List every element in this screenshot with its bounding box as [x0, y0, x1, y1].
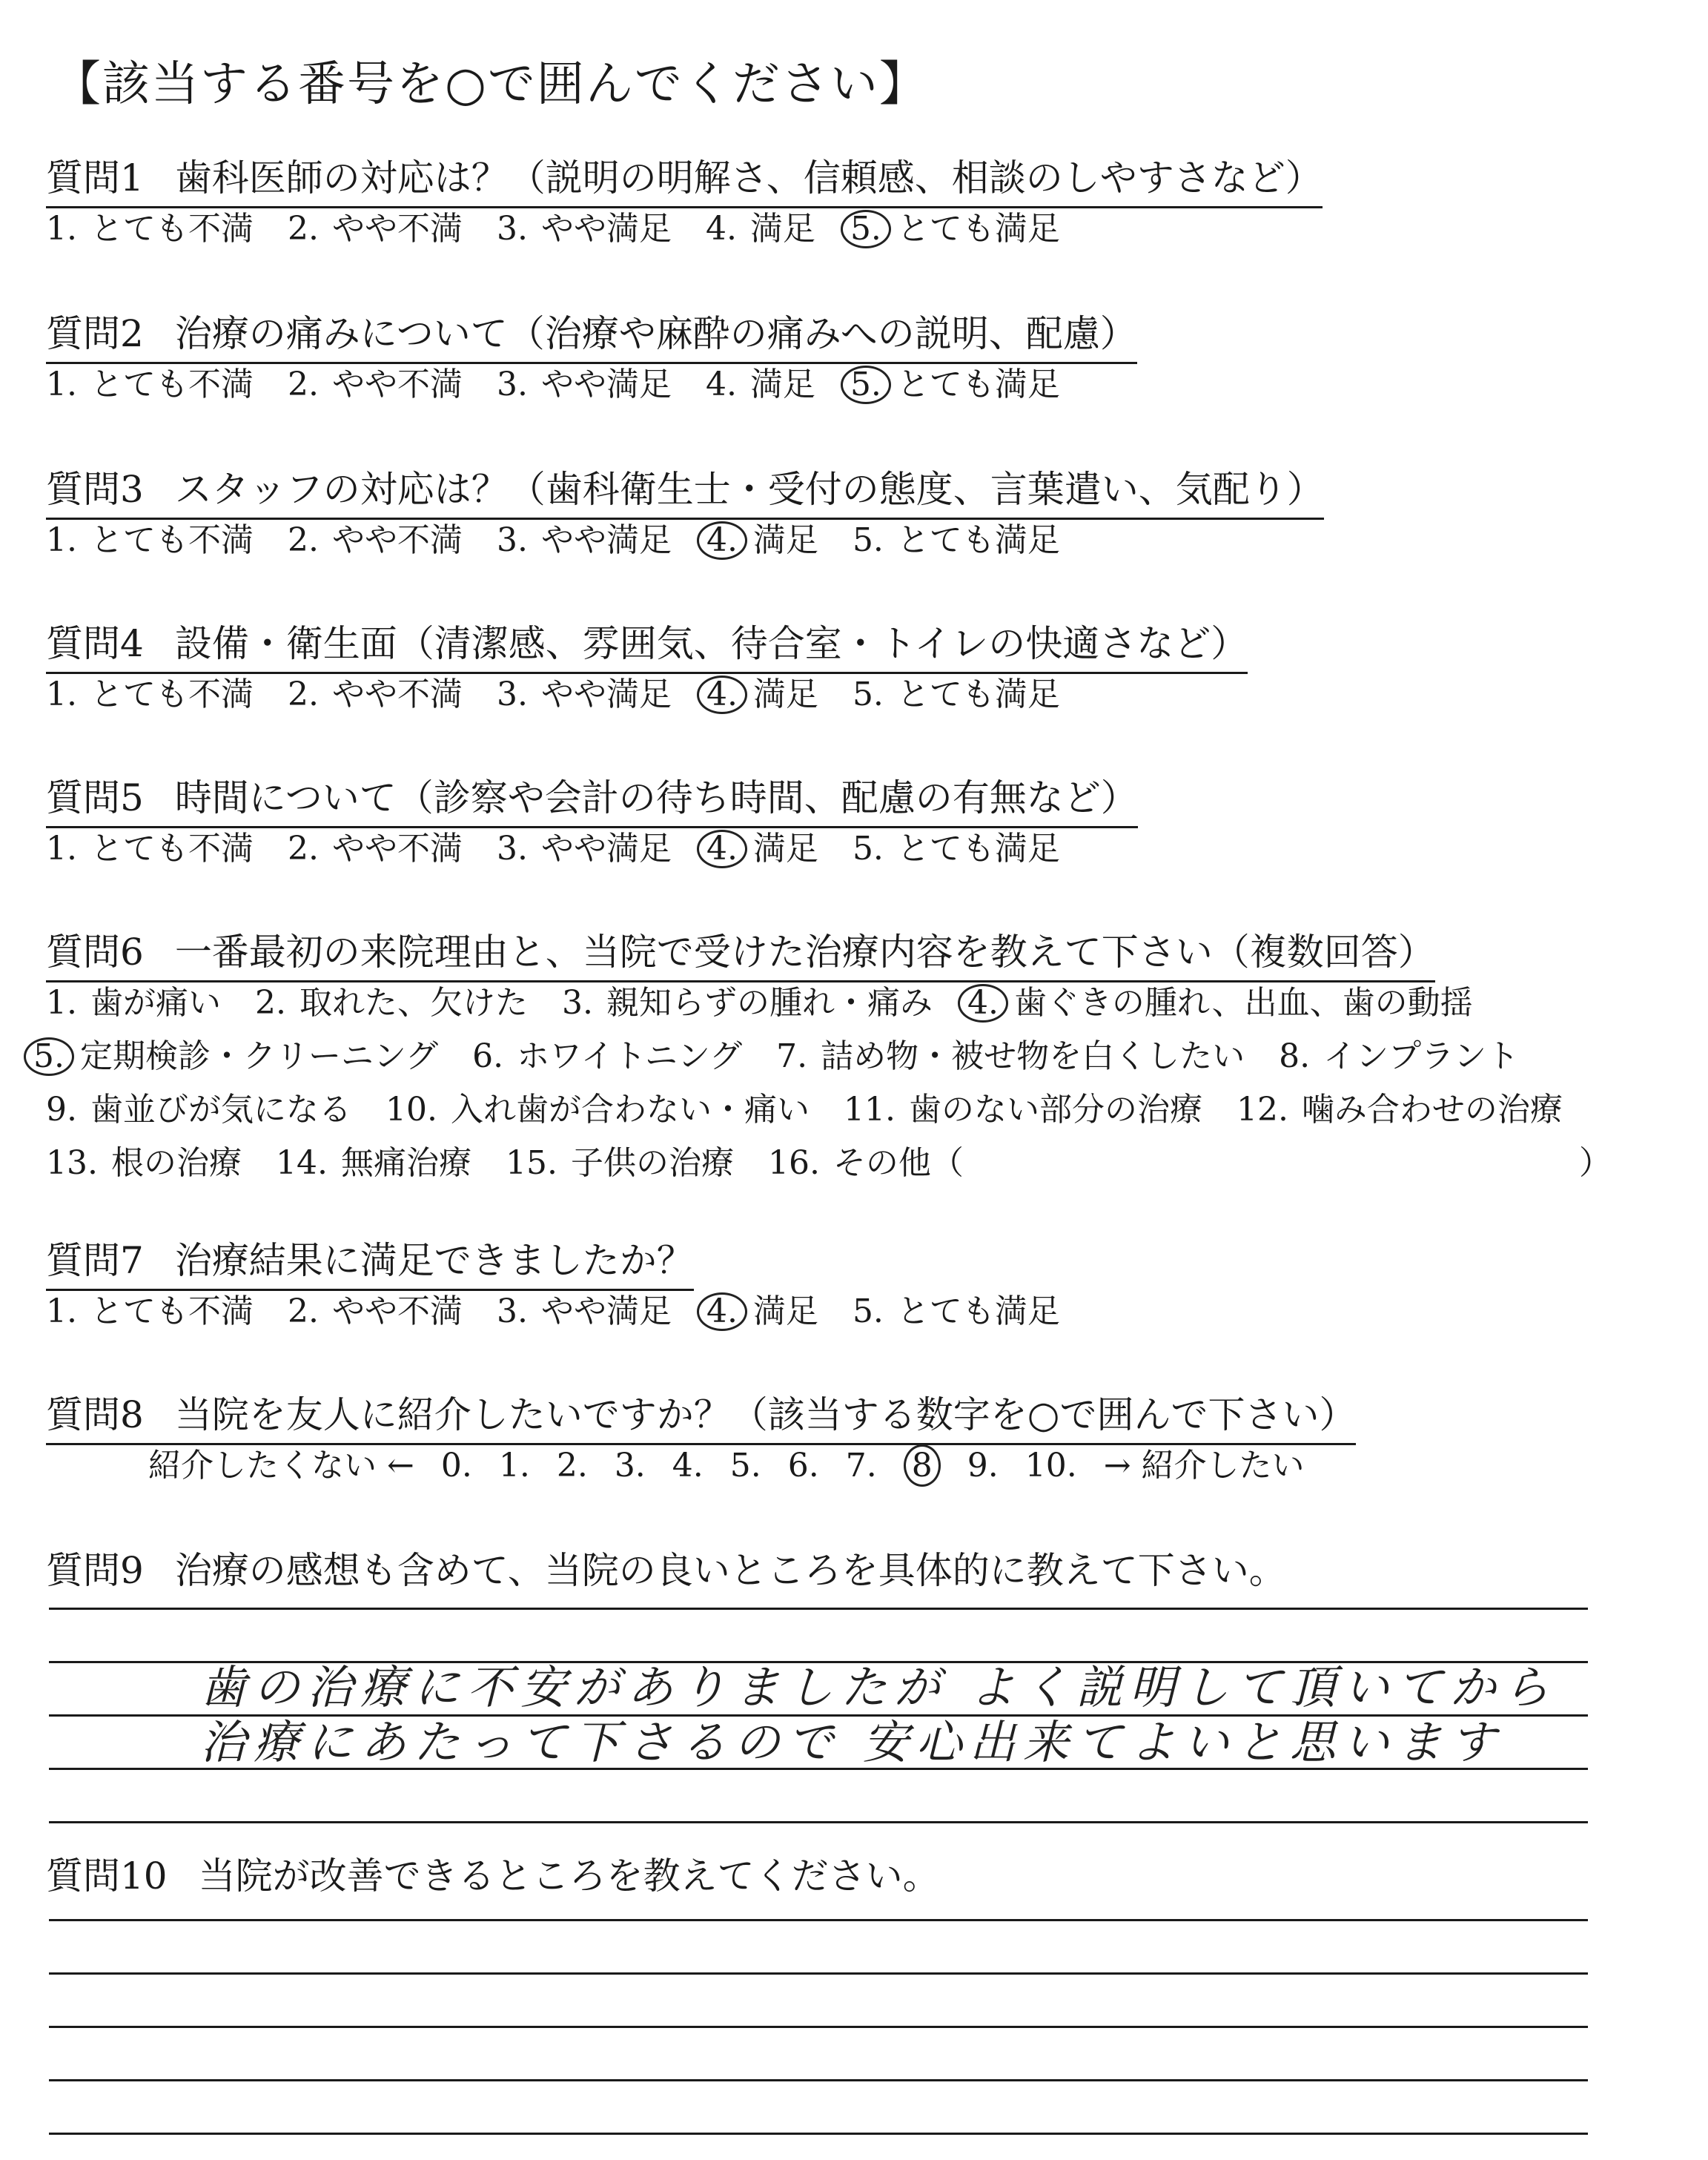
question-6-option-11[interactable] — [844, 1083, 1202, 1130]
option-3[interactable] — [497, 357, 672, 405]
question-9-handwritten-answer-line-1: 歯の治療に不安がありましたが よく説明して頂いてから — [200, 1660, 1557, 1714]
option-number: 5. — [852, 1292, 884, 1330]
option-number: 4. — [697, 676, 747, 714]
question-6-option-5[interactable] — [33, 1029, 438, 1077]
option-label: とても満足 — [896, 1292, 1060, 1330]
option-label: とても不満 — [90, 366, 254, 403]
option-label: とても不満 — [90, 1292, 254, 1330]
option-label: やや満足 — [540, 676, 672, 713]
option-label: 歯ぐきの腫れ、出血、歯の動揺 — [1013, 984, 1473, 1022]
question-6-option-12[interactable] — [1237, 1083, 1563, 1130]
option-1[interactable] — [46, 513, 254, 561]
scale-value-9[interactable]: 9. — [967, 1447, 999, 1484]
page-title: 【該当する番号を○で囲んでください】 — [53, 57, 928, 112]
question-7-options — [46, 1284, 1094, 1332]
option-number: 2. — [287, 676, 319, 713]
question-3-options — [46, 513, 1094, 561]
answer-line — [49, 2133, 1588, 2135]
question-4-label: 質問4 — [46, 622, 144, 665]
option-label: 満足 — [752, 1292, 818, 1330]
question-6-option-10[interactable] — [385, 1083, 810, 1130]
question-8-text: 当院を友人に紹介したいですか？（該当する数字を○で囲んで下さい） — [174, 1393, 1357, 1436]
option-1[interactable] — [46, 202, 254, 249]
question-3-heading — [46, 460, 1324, 520]
option-number: 2. — [287, 210, 319, 248]
answer-line — [49, 1972, 1588, 1975]
option-number: 5. — [841, 366, 891, 404]
option-label: やや満足 — [540, 1292, 672, 1330]
option-number: 1. — [46, 210, 77, 248]
option-number: 3. — [561, 984, 593, 1022]
option-label: やや満足 — [540, 210, 672, 248]
option-label: やや不満 — [331, 210, 463, 248]
option-number: 6. — [472, 1037, 504, 1075]
question-10-label: 質問10 — [46, 1855, 168, 1898]
option-number: 9. — [46, 1091, 77, 1129]
option-label: 親知らずの腫れ・痛み — [606, 984, 933, 1022]
option-3[interactable] — [497, 667, 672, 715]
option-label: やや満足 — [540, 830, 672, 868]
option-1[interactable] — [46, 667, 254, 715]
option-label: やや満足 — [540, 366, 672, 403]
question-5-text: 時間について（診察や会計の待ち時間、配慮の有無など） — [174, 776, 1138, 819]
option-label: とても満足 — [896, 366, 1060, 403]
question-9-handwritten-answer-line-2: 治療にあたって下さるので 安心出来てよいと思います — [200, 1715, 1503, 1769]
option-number: 2. — [287, 1292, 319, 1330]
option-label: 入れ歯が合わない・痛い — [450, 1091, 810, 1129]
scale-right-label: → 紹介したい — [1103, 1447, 1305, 1484]
option-label: やや不満 — [331, 366, 463, 403]
question-5-heading — [46, 768, 1138, 828]
question-6-option-13[interactable] — [46, 1136, 242, 1183]
option-label: 満足 — [752, 676, 818, 713]
option-number: 7. — [776, 1037, 808, 1075]
answer-line — [49, 1821, 1588, 1823]
option-number: 5. — [24, 1037, 74, 1076]
question-8-heading — [46, 1385, 1356, 1445]
option-label: 子供の治療 — [570, 1144, 734, 1182]
option-2[interactable] — [288, 357, 463, 405]
option-number: 3. — [496, 1292, 528, 1330]
question-6-text: 一番最初の来院理由と、当院で受けた治療内容を教えて下さい（複数回答） — [174, 931, 1435, 974]
question-1-options — [46, 202, 1094, 249]
question-4-options — [46, 667, 1094, 715]
option-2[interactable] — [288, 202, 463, 249]
question-8-label: 質問8 — [46, 1393, 144, 1436]
option-number: 1. — [46, 366, 77, 403]
question-7-text: 治療結果に満足できましたか？ — [174, 1239, 694, 1282]
question-6-option-6[interactable] — [472, 1029, 742, 1077]
option-label: とても不満 — [90, 210, 254, 248]
answer-line — [49, 2079, 1588, 2081]
question-1-text: 歯科医師の対応は？（説明の明解さ、信頼感、相談のしやすさなど） — [174, 156, 1323, 199]
question-2-heading — [46, 304, 1137, 364]
answer-line — [49, 1919, 1588, 1921]
option-3[interactable] — [497, 202, 672, 249]
question-6-option-3[interactable] — [562, 976, 933, 1023]
question-6-label: 質問6 — [46, 931, 144, 974]
question-3-label: 質問3 — [46, 468, 144, 511]
option-2[interactable] — [288, 1284, 463, 1332]
question-7-heading — [46, 1231, 694, 1291]
question-6-option-4[interactable] — [967, 976, 1473, 1023]
option-number: 2. — [254, 984, 286, 1022]
question-6-option-14[interactable] — [276, 1136, 471, 1183]
option-label: とても不満 — [90, 521, 254, 559]
option-label: インプラント — [1323, 1037, 1520, 1075]
question-4-heading — [46, 614, 1248, 674]
scale-value-10[interactable]: 10. — [1025, 1447, 1077, 1484]
option-number: 5. — [852, 830, 884, 868]
scale-value-4[interactable]: 4. — [672, 1447, 704, 1484]
option-number: 4. — [697, 1292, 747, 1331]
option-2[interactable] — [288, 822, 463, 869]
option-label: やや不満 — [331, 1292, 463, 1330]
answer-line — [49, 1608, 1588, 1610]
question-8-scale — [148, 1439, 1331, 1487]
option-4[interactable] — [706, 667, 818, 715]
question-9-heading — [46, 1541, 1286, 1599]
option-4[interactable] — [706, 202, 815, 249]
option-label: 定期検診・クリーニング — [79, 1037, 439, 1075]
option-3[interactable] — [497, 1284, 672, 1332]
question-1-heading — [46, 148, 1323, 208]
option-number: 4. — [705, 210, 737, 248]
option-label: 歯並びが気になる — [90, 1091, 351, 1129]
option-label: とても満足 — [896, 830, 1060, 868]
scale-value-8[interactable]: 8 — [904, 1444, 941, 1487]
question-6-other-close-paren: ） — [1579, 1144, 1612, 1182]
option-label: 無痛治療 — [340, 1144, 471, 1182]
scale-value-0[interactable]: 0. — [440, 1447, 472, 1484]
option-number: 1. — [46, 1292, 77, 1330]
answer-line — [49, 2026, 1588, 2028]
question-6-options-row-2 — [33, 1029, 1553, 1077]
option-5[interactable] — [853, 667, 1060, 715]
option-label: その他（ — [833, 1144, 964, 1182]
option-number: 1. — [46, 830, 77, 868]
option-number: 2. — [287, 830, 319, 868]
option-4[interactable] — [706, 1284, 818, 1332]
option-number: 4. — [697, 830, 747, 868]
option-5[interactable] — [853, 822, 1060, 869]
option-number: 11. — [843, 1091, 896, 1129]
question-6-options-row-1 — [46, 976, 1507, 1023]
scale-value-6[interactable]: 6. — [787, 1447, 819, 1484]
question-6-option-16[interactable] — [768, 1136, 964, 1183]
option-number: 3. — [496, 366, 528, 403]
option-label: とても不満 — [90, 830, 254, 868]
option-4[interactable] — [706, 822, 818, 869]
option-label: 根の治療 — [110, 1144, 242, 1182]
question-5-label: 質問5 — [46, 776, 144, 819]
option-label: とても不満 — [90, 676, 254, 713]
option-number: 5. — [852, 676, 884, 713]
option-5[interactable] — [853, 1284, 1060, 1332]
option-number: 4. — [697, 521, 747, 560]
option-number: 14. — [275, 1144, 328, 1182]
question-2-label: 質問2 — [46, 312, 144, 355]
question-6-option-9[interactable] — [46, 1083, 351, 1130]
option-label: 詰め物・被せ物を白くしたい — [821, 1037, 1245, 1075]
option-label: 満足 — [752, 830, 818, 868]
question-9-text: 治療の感想も含めて、当院の良いところを具体的に教えて下さい。 — [174, 1549, 1286, 1592]
question-10-text: 当院が改善できるところを教えてください。 — [198, 1855, 940, 1898]
option-number: 1. — [46, 984, 77, 1022]
question-6-option-2[interactable] — [255, 976, 528, 1023]
option-label: 取れた、欠けた — [299, 984, 528, 1022]
option-number: 5. — [841, 210, 891, 248]
option-label: やや不満 — [331, 521, 463, 559]
option-label: やや不満 — [331, 676, 463, 713]
option-number: 2. — [287, 366, 319, 403]
option-label: 満足 — [749, 366, 815, 403]
scale-value-2[interactable]: 2. — [556, 1447, 588, 1484]
option-label: 歯のない部分の治療 — [908, 1091, 1202, 1129]
option-label: とても満足 — [896, 210, 1060, 248]
question-6-option-7[interactable] — [776, 1029, 1245, 1077]
option-number: 5. — [852, 521, 884, 559]
scale-value-1[interactable]: 1. — [498, 1447, 530, 1484]
option-3[interactable] — [497, 822, 672, 869]
question-2-options — [46, 357, 1094, 405]
question-5-options — [46, 822, 1094, 869]
question-6-option-1[interactable] — [46, 976, 221, 1023]
option-1[interactable] — [46, 822, 254, 869]
option-4[interactable] — [706, 513, 818, 561]
question-3-text: スタッフの対応は？（歯科衛生士・受付の態度、言葉遣い、気配り） — [174, 468, 1324, 511]
option-number: 12. — [1236, 1091, 1288, 1129]
option-number: 4. — [958, 984, 1008, 1023]
option-number: 3. — [496, 676, 528, 713]
option-label: とても満足 — [896, 521, 1060, 559]
scale-value-5[interactable]: 5. — [729, 1447, 761, 1484]
option-label: やや満足 — [540, 521, 672, 559]
option-label: 満足 — [749, 210, 815, 248]
option-1[interactable] — [46, 357, 254, 405]
question-7-label: 質問7 — [46, 1239, 144, 1282]
question-6-option-8[interactable] — [1279, 1029, 1519, 1077]
question-10-heading — [46, 1846, 940, 1904]
option-5[interactable] — [853, 513, 1060, 561]
question-6-option-15[interactable] — [506, 1136, 734, 1183]
question-1-label: 質問1 — [46, 156, 144, 199]
option-label: ホワイトニング — [517, 1037, 743, 1075]
option-label: 噛み合わせの治療 — [1301, 1091, 1563, 1129]
question-6-options-row-3 — [46, 1083, 1597, 1130]
question-6-heading — [46, 922, 1435, 982]
option-number: 8. — [1279, 1037, 1311, 1075]
option-number: 15. — [505, 1144, 557, 1182]
option-5[interactable] — [850, 357, 1060, 405]
scale-value-3[interactable]: 3. — [614, 1447, 646, 1484]
option-label: とても満足 — [896, 676, 1060, 713]
option-number: 4. — [705, 366, 737, 403]
question-4-text: 設備・衛生面（清潔感、雰囲気、待合室・トイレの快適さなど） — [174, 622, 1248, 665]
option-label: やや不満 — [331, 830, 463, 868]
question-6-options-row-4 — [46, 1136, 998, 1183]
option-number: 1. — [46, 521, 77, 559]
option-5[interactable] — [850, 202, 1060, 249]
option-number: 3. — [496, 830, 528, 868]
option-1[interactable] — [46, 1284, 254, 1332]
option-number: 3. — [496, 210, 528, 248]
option-number: 1. — [46, 676, 77, 713]
question-9-label: 質問9 — [46, 1549, 144, 1592]
option-label: 満足 — [752, 521, 818, 559]
option-4[interactable] — [706, 357, 815, 405]
question-2-text: 治療の痛みについて（治療や麻酔の痛みへの説明、配慮） — [174, 312, 1137, 355]
option-number: 16. — [767, 1144, 820, 1182]
option-2[interactable] — [288, 513, 463, 561]
option-number: 3. — [496, 521, 528, 559]
option-label: 歯が痛い — [90, 984, 221, 1022]
scale-left-label: 紹介したくない ← — [148, 1447, 414, 1484]
option-number: 2. — [287, 521, 319, 559]
option-number: 13. — [46, 1144, 98, 1182]
scale-value-7[interactable]: 7. — [845, 1447, 877, 1484]
option-3[interactable] — [497, 513, 672, 561]
option-2[interactable] — [288, 667, 463, 715]
option-number: 10. — [385, 1091, 437, 1129]
